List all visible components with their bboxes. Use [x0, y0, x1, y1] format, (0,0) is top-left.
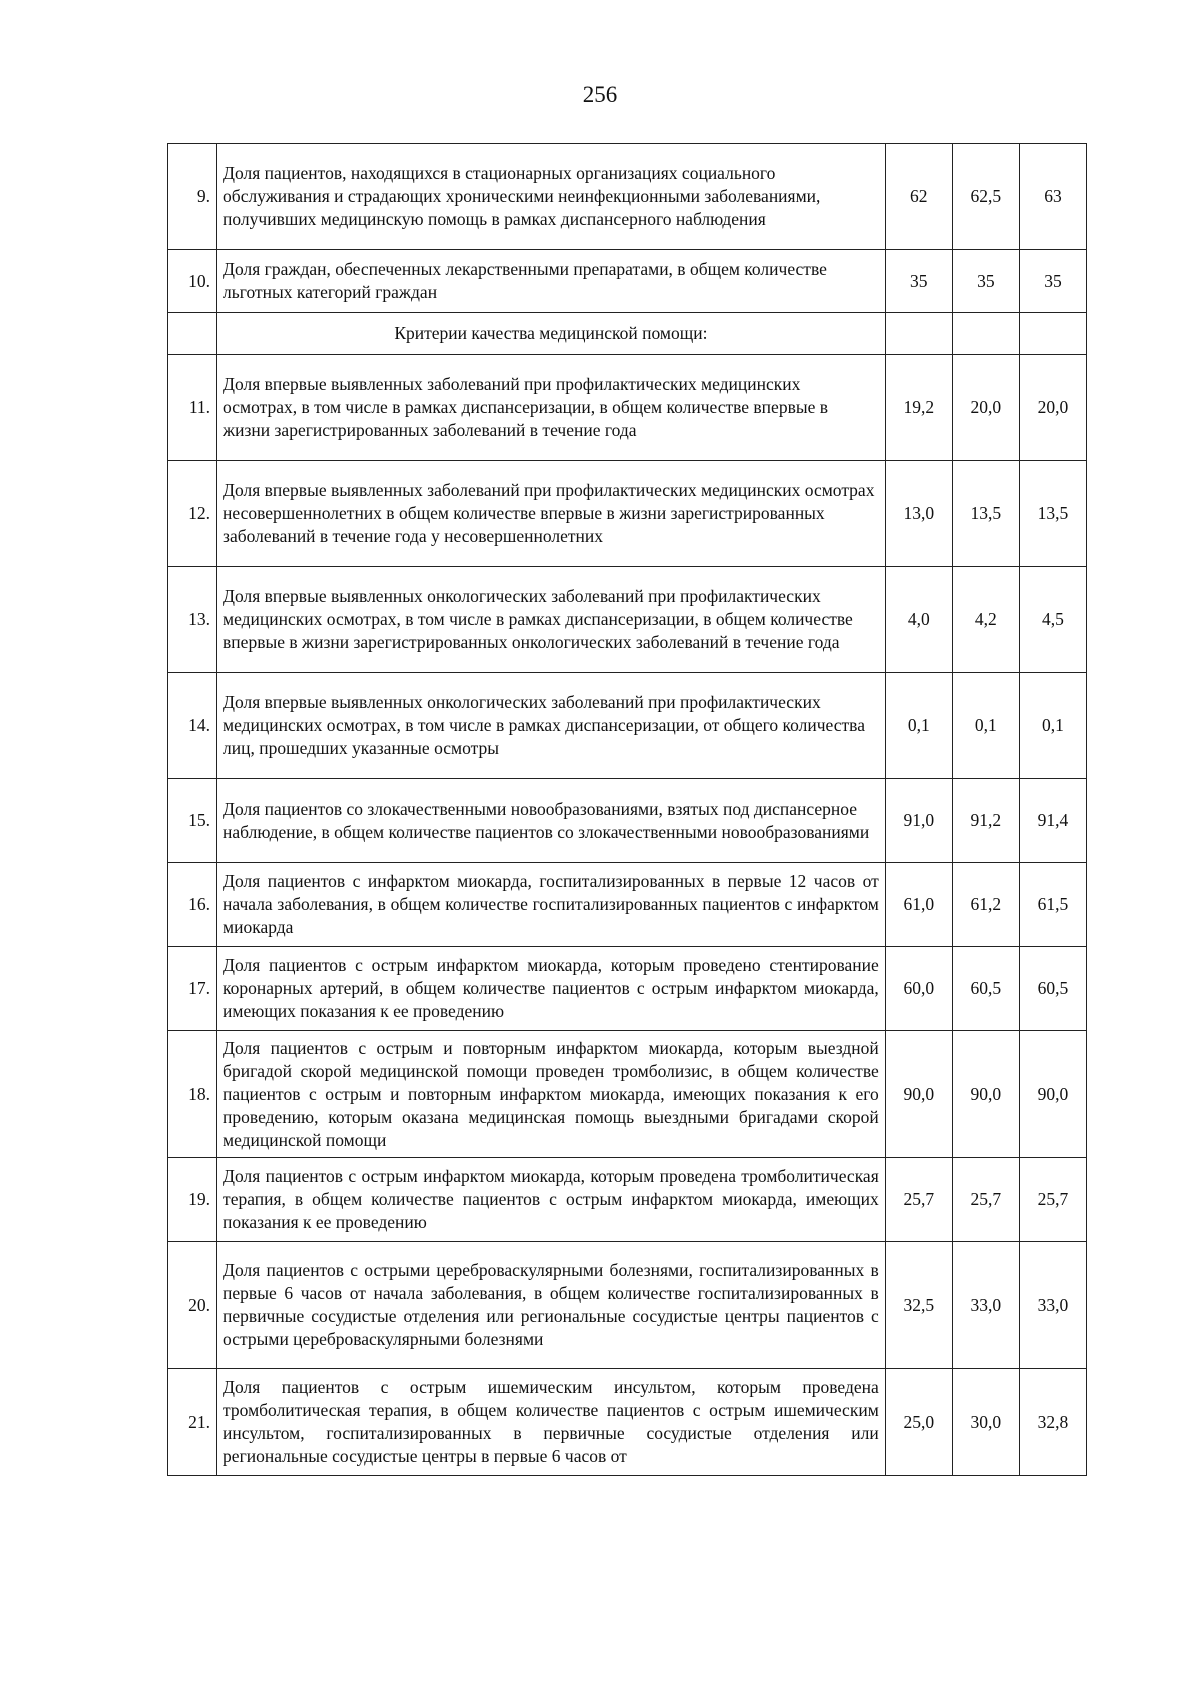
- value-year-2: 20,0: [952, 355, 1019, 461]
- value-year-3: 63: [1019, 144, 1086, 250]
- value-year-2: 4,2: [952, 567, 1019, 673]
- value-year-3: 33,0: [1019, 1242, 1086, 1369]
- indicator-description: Доля граждан, обеспеченных лекарственными препаратами, в общем количестве льготных категорий граждан: [217, 250, 886, 313]
- table-row: [168, 673, 1087, 779]
- value-cell: [885, 313, 952, 355]
- table-row: [168, 947, 1087, 1031]
- value-year-1: 13,0: [885, 461, 952, 567]
- criteria-table: [167, 143, 1087, 1476]
- indicator-description: Доля впервые выявленных онкологических заболеваний при профилактических медицинских осмотрах, в том числе в рамках диспансеризации, в общем количестве впервые в жизни зарегистрированных онкологических заболеваний в течение года: [217, 567, 886, 673]
- value-year-1: 35: [885, 250, 952, 313]
- value-year-3: 4,5: [1019, 567, 1086, 673]
- value-year-3: 91,4: [1019, 779, 1086, 863]
- row-number: 13.: [168, 567, 217, 673]
- value-year-1: 91,0: [885, 779, 952, 863]
- table-row: [168, 355, 1087, 461]
- indicator-description: Доля пациентов с инфарктом миокарда, госпитализированных в первые 12 часов от начала заболевания, в общем количестве госпитализированных пациентов с инфарктом миокарда: [217, 863, 886, 947]
- row-number: 9.: [168, 144, 217, 250]
- value-year-2: 25,7: [952, 1158, 1019, 1242]
- table-row: [168, 461, 1087, 567]
- row-number: 10.: [168, 250, 217, 313]
- value-year-1: 90,0: [885, 1031, 952, 1158]
- value-year-2: 30,0: [952, 1369, 1019, 1476]
- value-year-1: 25,0: [885, 1369, 952, 1476]
- row-number: 12.: [168, 461, 217, 567]
- row-number: 14.: [168, 673, 217, 779]
- row-number: 18.: [168, 1031, 217, 1158]
- value-year-2: 13,5: [952, 461, 1019, 567]
- indicator-description: Доля впервые выявленных онкологических заболеваний при профилактических медицинских осмотрах, в том числе в рамках диспансеризации, от общего количества лиц, прошедших указанные осмотры: [217, 673, 886, 779]
- indicator-description: Доля пациентов с острым и повторным инфарктом миокарда, которым выездной бригадой скорой медицинской помощи проведен тромболизис, в общем количестве пациентов с острым и повторным инфарктом миокарда, имеющих показания к его проведению, которым оказана медицинская помощь выездными бригадами скорой медицинской помощи: [217, 1031, 886, 1158]
- value-year-2: 33,0: [952, 1242, 1019, 1369]
- value-year-3: 20,0: [1019, 355, 1086, 461]
- value-year-1: 60,0: [885, 947, 952, 1031]
- indicator-description: Доля пациентов, находящихся в стационарных организациях социального обслуживания и страдающих хроническими неинфекционными заболеваниями, получивших медицинскую помощь в рамках диспансерного наблюдения: [217, 144, 886, 250]
- value-year-2: 62,5: [952, 144, 1019, 250]
- table-row: [168, 1242, 1087, 1369]
- table-row: [168, 863, 1087, 947]
- table-row: [168, 1369, 1087, 1476]
- value-year-3: 90,0: [1019, 1031, 1086, 1158]
- value-year-2: 60,5: [952, 947, 1019, 1031]
- value-year-3: 61,5: [1019, 863, 1086, 947]
- row-number: 11.: [168, 355, 217, 461]
- value-cell: [1019, 313, 1086, 355]
- value-year-1: 0,1: [885, 673, 952, 779]
- value-year-3: 60,5: [1019, 947, 1086, 1031]
- row-number: 20.: [168, 1242, 217, 1369]
- indicator-description: Доля пациентов с острым инфарктом миокарда, которым проведена тромболитическая терапия, в общем количестве пациентов с острым инфарктом миокарда, имеющих показания к ее проведению: [217, 1158, 886, 1242]
- value-year-1: 62: [885, 144, 952, 250]
- value-cell: [952, 313, 1019, 355]
- value-year-1: 25,7: [885, 1158, 952, 1242]
- indicator-description: Доля пациентов с острыми цереброваскулярными болезнями, госпитализированных в первые 6 часов от начала заболевания, в общем количестве госпитализированных в первичные сосудистые отделения или региональные сосудистые центры пациентов с острыми цереброваскулярными болезнями: [217, 1242, 886, 1369]
- section-header-row: [168, 313, 1087, 355]
- value-year-2: 90,0: [952, 1031, 1019, 1158]
- table-row: [168, 567, 1087, 673]
- row-number: 19.: [168, 1158, 217, 1242]
- indicator-description: Доля впервые выявленных заболеваний при профилактических медицинских осмотрах, в том числе в рамках диспансеризации, в общем количестве впервые в жизни зарегистрированных заболеваний в течение года: [217, 355, 886, 461]
- value-year-2: 91,2: [952, 779, 1019, 863]
- table-row: [168, 779, 1087, 863]
- table-row: [168, 1031, 1087, 1158]
- value-year-1: 61,0: [885, 863, 952, 947]
- row-number: 15.: [168, 779, 217, 863]
- section-header: Критерии качества медицинской помощи:: [217, 313, 886, 355]
- indicator-description: Доля пациентов со злокачественными новообразованиями, взятых под диспансерное наблюдение, в общем количестве пациентов со злокачественными новообразованиями: [217, 779, 886, 863]
- row-number: 16.: [168, 863, 217, 947]
- value-year-3: 25,7: [1019, 1158, 1086, 1242]
- row-number: 21.: [168, 1369, 217, 1476]
- table-row: [168, 1158, 1087, 1242]
- indicator-description: Доля пациентов с острым ишемическим инсультом, которым проведена тромболитическая терапия, в общем количестве пациентов с острым ишемическим инсультом, госпитализированных в первичные сосудистые отделения или региональные сосудистые центры в первые 6 часов от: [217, 1369, 886, 1476]
- page-number: 256: [582, 82, 618, 107]
- value-year-3: 13,5: [1019, 461, 1086, 567]
- table-row: [168, 144, 1087, 250]
- table-row: [168, 250, 1087, 313]
- value-year-2: 0,1: [952, 673, 1019, 779]
- value-year-1: 4,0: [885, 567, 952, 673]
- indicator-description: Доля впервые выявленных заболеваний при профилактических медицинских осмотрах несовершеннолетних в общем количестве впервые в жизни зарегистрированных заболеваний в течение года у несовершеннолетних: [217, 461, 886, 567]
- value-year-3: 0,1: [1019, 673, 1086, 779]
- value-year-1: 19,2: [885, 355, 952, 461]
- value-year-3: 32,8: [1019, 1369, 1086, 1476]
- row-number: 17.: [168, 947, 217, 1031]
- criteria-table-body: [168, 144, 1087, 1476]
- value-year-1: 32,5: [885, 1242, 952, 1369]
- value-year-3: 35: [1019, 250, 1086, 313]
- value-year-2: 61,2: [952, 863, 1019, 947]
- value-year-2: 35: [952, 250, 1019, 313]
- indicator-description: Доля пациентов с острым инфарктом миокарда, которым проведено стентирование коронарных артерий, в общем количестве пациентов с острым инфарктом миокарда, имеющих показания к ее проведению: [217, 947, 886, 1031]
- row-number-cell: [168, 313, 217, 355]
